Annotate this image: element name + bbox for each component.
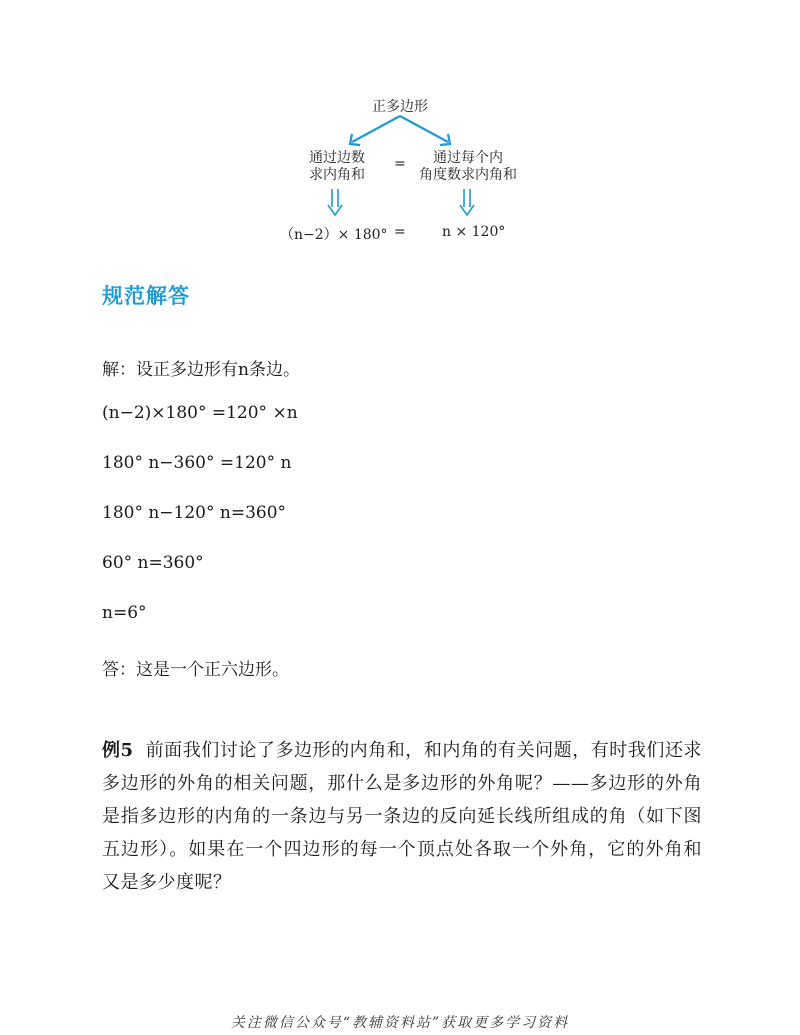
example-label: 例5 [102, 740, 134, 761]
footer-watermark: 关注微信公众号“教辅资料站”获取更多学习资料 [230, 1015, 570, 1031]
diagram-equal-sign-top: = [394, 156, 406, 172]
solution-step-5: n=6° [102, 603, 147, 623]
diagram-right-line1: 通过每个内 [433, 150, 503, 166]
solution-step-3: 180° n−120° n=360° [102, 503, 287, 523]
solution-step-2: 180° n−360° =120° n [102, 453, 292, 473]
solution-answer: 答：这是一个正六边形。 [102, 660, 289, 680]
section-title: 规范解答 [102, 284, 190, 308]
example-paragraph [102, 734, 702, 899]
solution-step-1: (n−2)×180° =120° ×n [102, 403, 298, 423]
diagram-arrows [330, 112, 470, 150]
branch-arrow-left-icon [350, 116, 400, 145]
diagram-top-label: 正多边形 [372, 99, 428, 115]
diagram-left-line1: 通过边数 [309, 150, 365, 166]
solution-intro: 解：设正多边形有n条边。 [102, 360, 300, 380]
example-text: 前面我们讨论了多边形的内角和，和内角的有关问题，有时我们还求多边形的外角的相关问题，那什么是多边形的外角呢？——多边形的外角是指多边形的内角的一条边与另一条边的反向延长线所组成的角（如下图五边形）。如果在一个四边形的每一个顶点处各取一个外角，它的外角和又是多少度呢？ [102, 740, 702, 893]
solution-step-4: 60° n=360° [102, 553, 204, 573]
diagram-right-line2: 角度数求内角和 [419, 167, 517, 183]
diagram-left-line2: 求内角和 [309, 167, 365, 183]
double-arrow-down-right-icon [458, 188, 476, 218]
diagram-equal-sign-bottom: = [394, 224, 406, 240]
diagram-formula-right: n × 120° [442, 224, 506, 240]
diagram-right-box [408, 150, 528, 184]
branch-arrow-right-icon [400, 116, 450, 145]
diagram-formula-left: （n−2）× 180° [280, 227, 388, 243]
diagram-left-box [292, 150, 382, 184]
double-arrow-down-left-icon [326, 188, 344, 218]
